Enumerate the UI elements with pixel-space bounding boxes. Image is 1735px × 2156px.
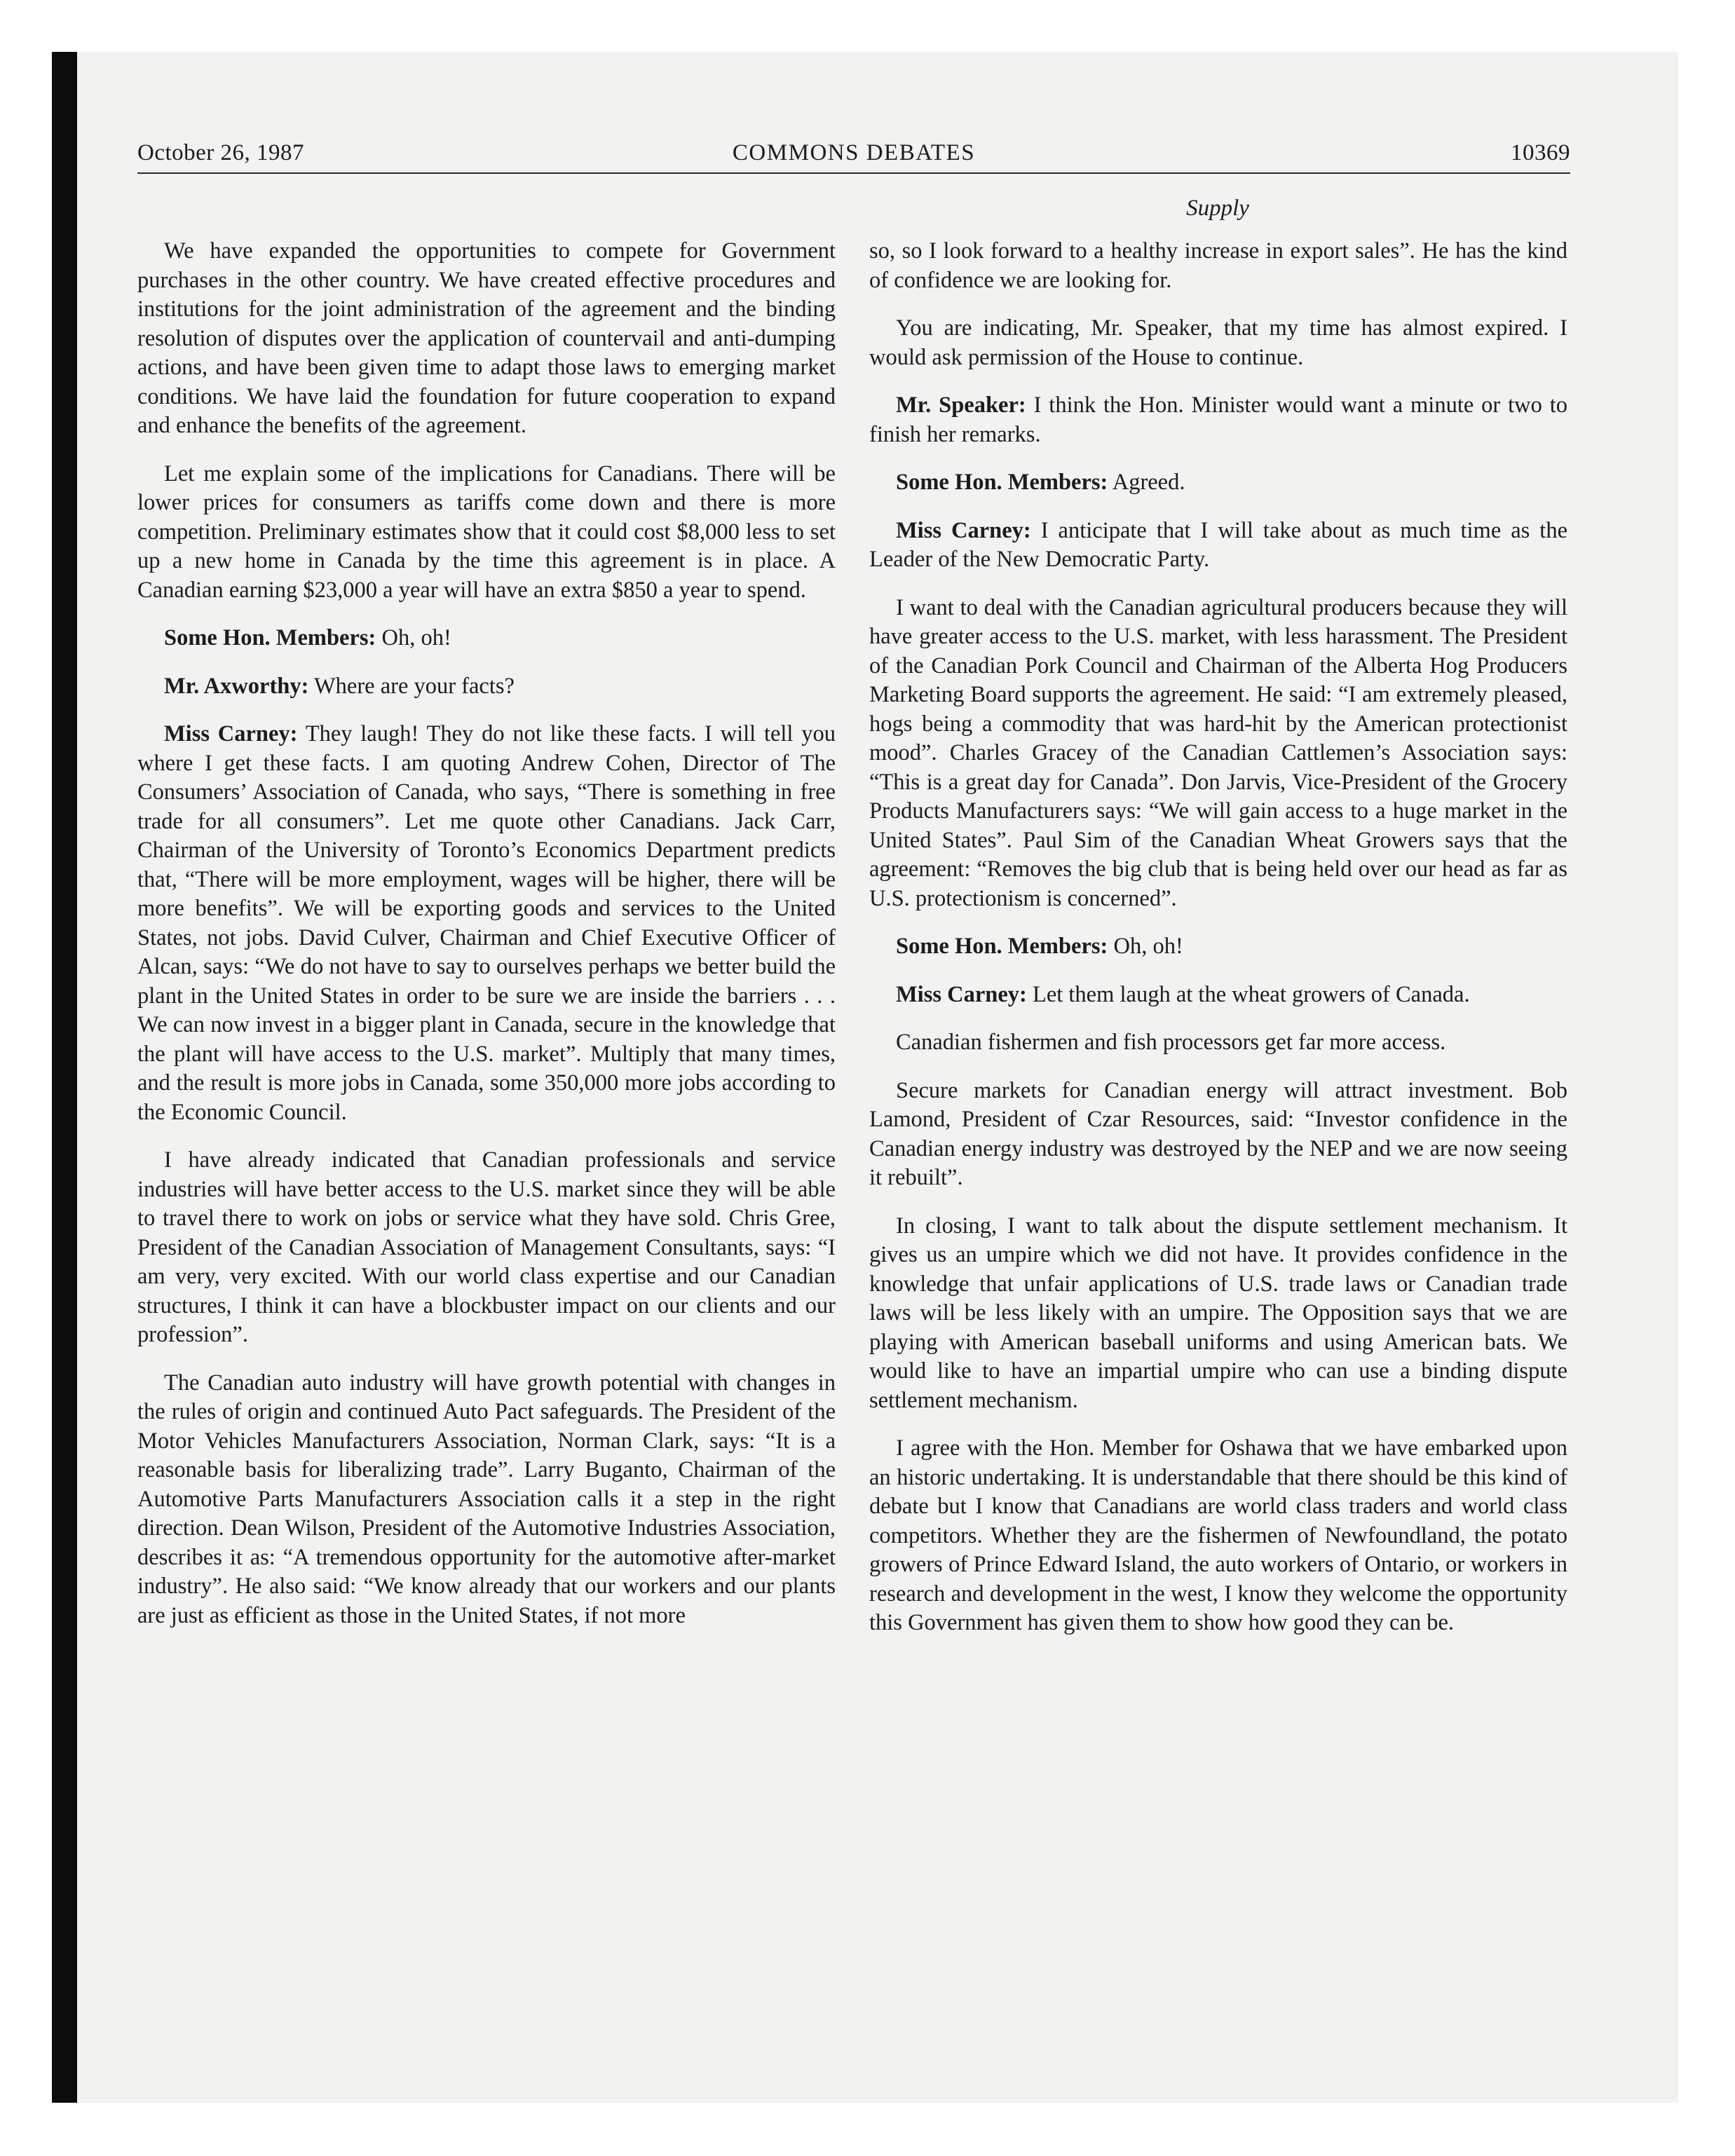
paragraph-text: Let them laugh at the wheat growers of Canada. <box>1032 981 1470 1007</box>
paragraph <box>137 720 836 1127</box>
paragraph-text: In closing, I want to talk about the dispute settlement mechanism. It gives us an umpire which we did not have. It provides confidence in the knowledge that unfair applications of U.S. trade laws or Canadian trade laws will be less likely with an umpire. The Opposition says that we are playing with American baseball uniforms and using American bats. We would like to have an impartial umpire who can use a binding dispute settlement mechanism. <box>869 1213 1567 1413</box>
paragraph <box>869 391 1567 449</box>
paragraph-text: I agree with the Hon. Member for Oshawa that we have embarked upon an historic undertaking. It is understandable that there should be this kind of debate but I know that Canadians are world class traders and world class competitors. Whether they are the fishermen of Newfoundland, the potato growers of Prince Edward Island, the auto workers of Ontario, or workers in research and development in the west, I know they welcome the opportunity this Government has given them to show how good they can be. <box>869 1435 1567 1635</box>
paragraph-text: We have expanded the opportunities to compete for Government purchases in the other country. We have created effective procedures and institutions for the joint administration of the agreement and the binding resolution of disputes over the application of countervail and anti-dumping actions, and have been given time to adapt those laws to emerging market conditions. We have laid the foundation for future cooperation to expand and enhance the benefits of the agreement. <box>137 238 836 438</box>
paragraph <box>869 1077 1567 1193</box>
paragraph-text: so, so I look forward to a healthy increase in export sales”. He has the kind of confidence we are looking for. <box>869 238 1567 293</box>
paragraph <box>137 237 836 441</box>
paragraph-text: The Canadian auto industry will have growth potential with changes in the rules of origin and continued Auto Pact safeguards. The President of the Motor Vehicles Manufacturers Association, Norman Clark, says: “It is a reasonable basis for liberalizing trade”. Larry Buganto, Chairman of the Automotive Parts Manufacturers Association calls it a step in the right direction. Dean Wilson, President of the Automotive Industries Association, describes it as: “A tremendous opportunity for the automotive after-market industry”. He also said: “We know already that our workers and our plants are just as efficient as those in the United States, if not more <box>137 1370 836 1628</box>
speaker-name: Miss Carney: <box>896 981 1027 1007</box>
paragraph <box>869 981 1567 1010</box>
paragraph-text: Let me explain some of the implications for Canadians. There will be lower prices for consumers as tariffs come down and there is more competition. Preliminary estimates show that it could cost $8,000 less to set up a new home in Canada by the time this agreement is in place. A Canadian earning $23,000 a year will have an extra $850 a year to spend. <box>137 460 836 603</box>
paragraph <box>869 237 1567 295</box>
paragraph-text: Canadian fishermen and fish processors get far more access. <box>896 1030 1446 1055</box>
paragraph <box>137 1369 836 1631</box>
left-column <box>137 237 836 1649</box>
speaker-name: Mr. Speaker: <box>896 393 1026 418</box>
speaker-name: Some Hon. Members: <box>896 934 1108 959</box>
speaker-name: Mr. Axworthy: <box>164 673 309 699</box>
paragraph-text: Oh, oh! <box>381 625 451 650</box>
header-title: COMMONS DEBATES <box>732 140 976 165</box>
paragraph <box>869 594 1567 914</box>
paragraph <box>869 1434 1567 1638</box>
paragraph <box>137 1146 836 1350</box>
speaker-name: Some Hon. Members: <box>896 470 1108 495</box>
paragraph <box>137 672 836 702</box>
paragraph-text: Agreed. <box>1112 470 1185 495</box>
paragraph-text: I anticipate that I will take about as much time as the Leader of the New Democratic Party. <box>869 517 1568 572</box>
page-header <box>137 140 1570 174</box>
speaker-name: Some Hon. Members: <box>164 625 376 650</box>
paragraph <box>869 1212 1567 1416</box>
paragraph <box>869 517 1567 575</box>
paragraph-text: I think the Hon. Minister would want a minute or two to finish her remarks. <box>869 393 1568 447</box>
paragraph <box>869 468 1567 498</box>
binding-edge <box>52 52 77 2103</box>
paragraph <box>137 624 836 653</box>
paragraph <box>869 314 1567 372</box>
paragraph-text: Secure markets for Canadian energy will attract investment. Bob Lamond, President of Czar Resources, said: “Investor confidence in the Canadian energy industry was destroyed by the NEP and we are now seeing it rebuilt”. <box>869 1077 1567 1190</box>
speaker-name: Miss Carney: <box>164 721 298 746</box>
section-label: Supply <box>1186 196 1249 221</box>
paragraph <box>137 460 836 606</box>
header-rule <box>137 172 1570 174</box>
paragraph-text: I want to deal with the Canadian agricultural producers because they will have greater access to the U.S. market, with less harassment. The President of the Canadian Pork Council and Chairman of the Alberta Hog Producers Marketing Board supports the agreement. He said: “I am extremely pleased, hogs being a commodity that was hard-hit by the American protectionist mood”. Charles Gracey of the Canadian Cattlemen’s Association says: “This is a great day for Canada”. Don Jarvis, Vice-President of the Grocery Products Manufacturers says: “We will gain access to a huge market in the United States”. Paul Sim of the Canadian Wheat Growers says that the agreement: “Removes the big club that is being held over our head as far as U.S. protectionism is concerned”. <box>869 594 1567 911</box>
paragraph <box>869 932 1567 962</box>
paragraph-text: You are indicating, Mr. Speaker, that my time has almost expired. I would ask permission of the House to continue. <box>869 315 1567 370</box>
paragraph-text: Oh, oh! <box>1113 934 1183 959</box>
paragraph <box>869 1028 1567 1058</box>
paragraph-text: They laugh! They do not like these facts. I will tell you where I get these facts. I am quoting Andrew Cohen, Director of The Consumers’ Association of Canada, who says, “There is something in free trade for all consumers”. Let me quote other Canadians. Jack Carr, Chairman of the University of Toronto’s Economics Department predicts that, “There will be more employment, wages will be higher, there will be more benefits”. We will be exporting goods and services to the United States, not jobs. David Culver, Chairman and Chief Executive Officer of Alcan, says: “We do not have to say to ourselves perhaps we better build the plant in the United States in order to be sure we are inside the barriers . . . We can now invest in a bigger plant in Canada, secure in the knowledge that the plant will have access to the U.S. market”. Multiply that many times, and the result is more jobs in Canada, some 350,000 more jobs according to the Economic Council. <box>137 721 836 1125</box>
header-date: October 26, 1987 <box>137 140 305 165</box>
paragraph-text: I have already indicated that Canadian professionals and service industries will have better access to the U.S. market since they will be able to travel there to work on jobs or service what they have sold. Chris Gree, President of the Canadian Association of Management Consultants, says: “I am very, very excited. With our world class expertise and our Canadian structures, I think it can have a blockbuster impact on our clients and our profession”. <box>137 1147 836 1347</box>
paragraph-text: Where are your facts? <box>313 673 515 699</box>
speaker-name: Miss Carney: <box>896 517 1031 543</box>
right-column <box>869 237 1567 1657</box>
header-page-number: 10369 <box>1511 140 1570 165</box>
